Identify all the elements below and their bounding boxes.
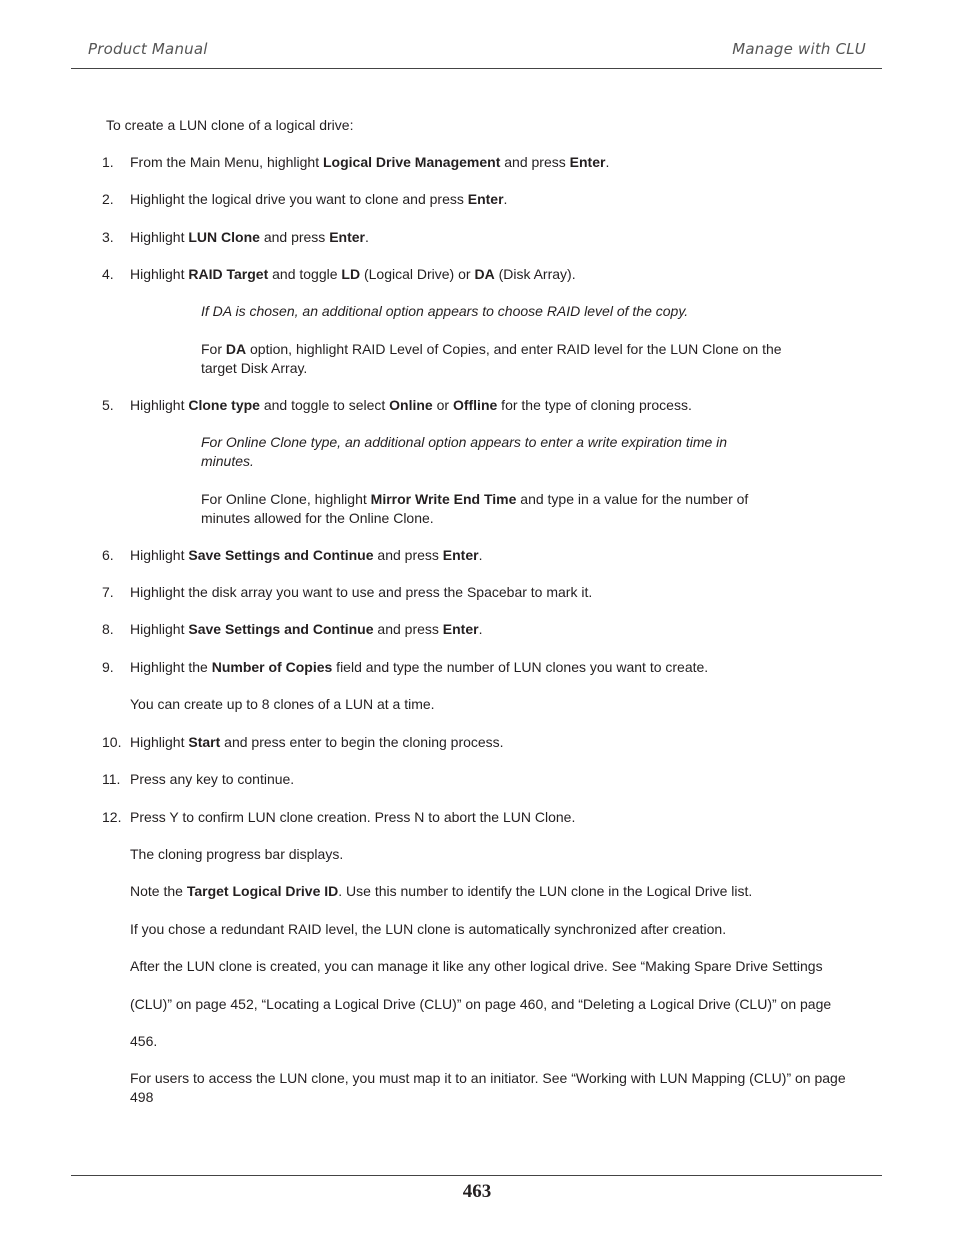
step-text: [130, 396, 692, 415]
bold-term: Mirror Write End Time: [370, 491, 517, 507]
step-text: [130, 265, 576, 284]
footer-rule: [71, 1175, 882, 1176]
note-text: After the LUN clone is created, you can manage it like any other logical drive. See “Making Spare Drive Settings: [130, 958, 823, 974]
bold-term: Enter: [467, 191, 504, 207]
bold-term: Online: [389, 397, 433, 413]
text-run: . Use this number to identify the LUN clone in the Logical Drive list.: [338, 883, 753, 899]
text-run: .: [365, 229, 369, 245]
note-text: 456.: [130, 1033, 158, 1049]
bold-term: Clone type: [188, 397, 260, 413]
text-run: Highlight: [130, 547, 189, 563]
text-run: Highlight: [130, 734, 189, 750]
note-italic: If DA is chosen, an additional option appears to choose RAID level of the copy.: [201, 303, 689, 319]
bold-term: Number of Copies: [211, 659, 333, 675]
step-number: 10.: [102, 734, 122, 750]
bold-term: LD: [341, 266, 361, 282]
bold-term: Start: [188, 734, 221, 750]
bold-term: Offline: [452, 397, 498, 413]
note-italic: minutes.: [201, 453, 254, 469]
note-text: (CLU)” on page 452, “Locating a Logical Drive (CLU)” on page 460, and “Deleting a Logical Drive (CLU)” on page: [130, 996, 832, 1012]
note-text: [201, 340, 782, 359]
text-run: and press: [500, 154, 570, 170]
step-number: 5.: [102, 397, 114, 413]
text-run: for the type of cloning process.: [497, 397, 692, 413]
bold-term: Target Logical Drive ID: [186, 883, 339, 899]
note-text: The cloning progress bar displays.: [130, 846, 344, 862]
step-number: 9.: [102, 659, 114, 675]
step-text: [130, 153, 609, 172]
bold-term: Save Settings and Continue: [188, 621, 374, 637]
intro-text: To create a LUN clone of a logical drive:: [106, 117, 354, 133]
text-run: and press: [259, 229, 330, 245]
header-rule: [71, 68, 882, 69]
text-run: Press Y to confirm LUN clone creation. Press N to abort the LUN Clone.: [130, 809, 576, 825]
bold-term: Enter: [329, 229, 365, 245]
note-text: [201, 490, 748, 509]
bold-term: LUN Clone: [188, 229, 260, 245]
text-run: Highlight: [130, 266, 189, 282]
note-text: You can create up to 8 clones of a LUN at a time.: [130, 696, 435, 712]
text-run: .: [503, 191, 508, 207]
text-run: Highlight the logical drive you want to clone and press: [130, 191, 468, 207]
step-number: 11.: [102, 771, 121, 787]
step-number: 12.: [102, 809, 122, 825]
step-number: 3.: [102, 229, 114, 245]
text-run: .: [605, 154, 610, 170]
note-text: If you chose a redundant RAID level, the LUN clone is automatically synchronized after creation.: [130, 921, 727, 937]
text-run: Note the: [130, 883, 187, 899]
step-text: [130, 808, 575, 827]
text-run: Highlight: [130, 397, 189, 413]
text-run: and press: [373, 547, 443, 563]
step-number: 4.: [102, 266, 114, 282]
header-title: Product Manual: [88, 40, 208, 58]
text-run: Highlight the disk array you want to use and press the Spacebar to mark it.: [130, 584, 593, 600]
text-run: From the Main Menu, highlight: [130, 154, 323, 170]
header-section: Manage with CLU: [732, 40, 866, 58]
text-run: Highlight: [130, 621, 189, 637]
step-text: [130, 583, 592, 602]
step-number: 6.: [102, 547, 114, 563]
note-text: 498: [130, 1089, 154, 1105]
step-text: [130, 228, 369, 247]
bold-term: Enter: [442, 621, 479, 637]
step-number: 8.: [102, 621, 114, 637]
text-run: Press any key to continue.: [130, 771, 295, 787]
text-run: For: [201, 341, 226, 357]
step-text: [130, 658, 708, 677]
text-run: field and type the number of LUN clones you want to create.: [332, 659, 709, 675]
text-run: option, highlight RAID Level of Copies, and enter RAID level for the LUN Clone on the: [246, 341, 782, 357]
note-text: minutes allowed for the Online Clone.: [201, 510, 434, 526]
step-text: [130, 733, 504, 752]
text-run: Highlight: [130, 229, 189, 245]
text-run: and toggle: [268, 266, 342, 282]
step-text: [130, 620, 482, 639]
step-text: [130, 546, 482, 565]
note-text: [130, 882, 752, 901]
text-run: (Disk Array).: [494, 266, 576, 282]
step-number: 7.: [102, 584, 114, 600]
bold-term: RAID Target: [188, 266, 269, 282]
bold-term: Logical Drive Management: [322, 154, 501, 170]
note-text: For users to access the LUN clone, you must map it to an initiator. See “Working with LUN Mapping (CLU)” on page: [130, 1070, 846, 1086]
step-text: [130, 770, 294, 789]
step-number: 1.: [102, 154, 114, 170]
bold-term: DA: [474, 266, 495, 282]
page-number: 463: [462, 1181, 492, 1202]
bold-term: Enter: [569, 154, 606, 170]
text-run: and type in a value for the number of: [516, 491, 749, 507]
bold-term: DA: [225, 341, 247, 357]
text-run: and press enter to begin the cloning process.: [220, 734, 504, 750]
note-text: target Disk Array.: [201, 360, 308, 376]
text-run: or: [432, 397, 453, 413]
text-run: (Logical Drive) or: [360, 266, 475, 282]
text-run: Highlight the: [130, 659, 212, 675]
bold-term: Save Settings and Continue: [188, 547, 374, 563]
text-run: and toggle to select: [259, 397, 390, 413]
text-run: .: [478, 547, 483, 563]
step-text: [130, 190, 507, 209]
text-run: .: [478, 621, 483, 637]
text-run: and press: [373, 621, 443, 637]
step-number: 2.: [102, 191, 114, 207]
note-italic: For Online Clone type, an additional option appears to enter a write expiration time in: [201, 434, 728, 450]
bold-term: Enter: [442, 547, 479, 563]
text-run: For Online Clone, highlight: [201, 491, 371, 507]
